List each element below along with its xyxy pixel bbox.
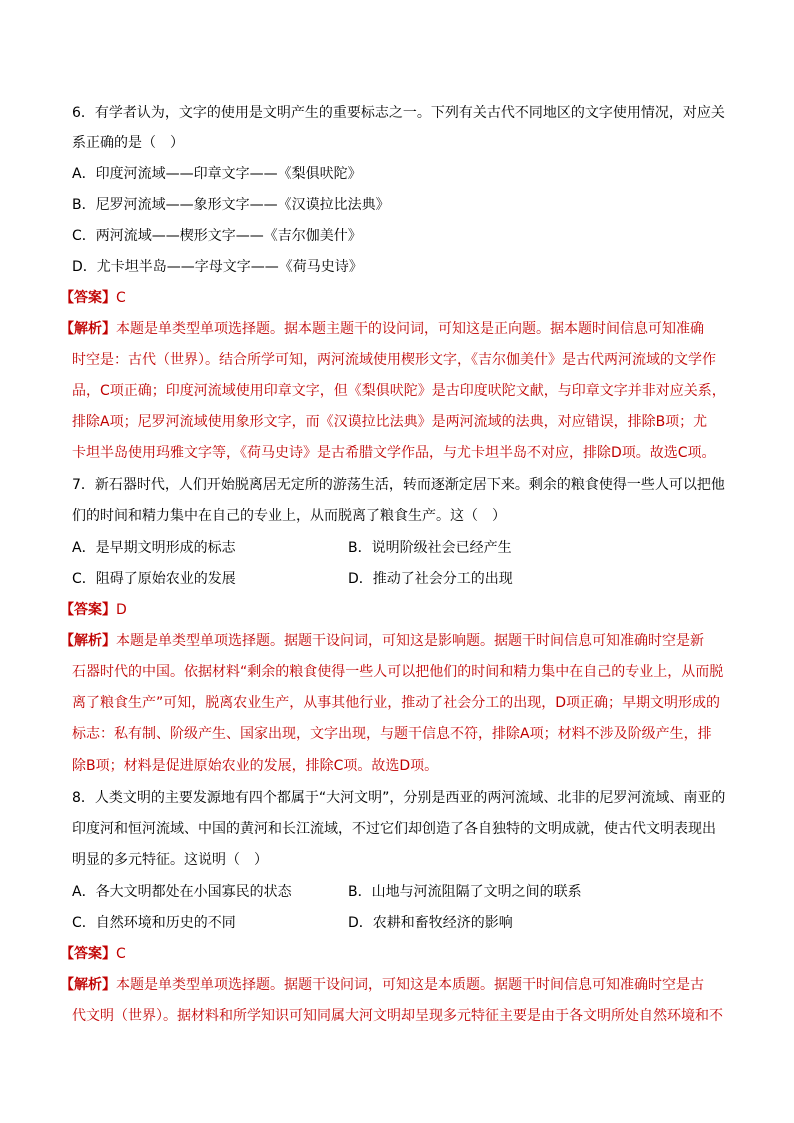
- analysis-text: 本题是单类型单项选择题。据题干设问词，可知这是本质题。据题干时间信息可知准确时空是古: [116, 977, 704, 993]
- q7-analysis-line-5: 除B项；材料是促进原始农业的发展，排除C项。故选D项。: [72, 758, 439, 774]
- answer-tag: 【答案】: [60, 602, 116, 618]
- analysis-tag: 【解析】: [60, 977, 116, 993]
- q7-stem-line-2: 们的时间和精力集中在自己的专业上，从而脱离了粮食生产。这（ ）: [72, 508, 506, 524]
- q6-stem-line-1: 6．有学者认为，文字的使用是文明产生的重要标志之一。下列有关古代不同地区的文字使用情况，对应关: [72, 105, 725, 121]
- q7-option-c: C．阻碍了原始农业的发展: [72, 571, 236, 587]
- answer-value: C: [116, 946, 126, 962]
- q7-stem-line-1: 7．新石器时代，人们开始脱离居无定所的游荡生活，转而逐渐定居下来。剩余的粮食使得一些人可以把他: [72, 477, 725, 493]
- q6-analysis-line-4: 排除A项；尼罗河流域使用象形文字，而《汉谟拉比法典》是两河流域的法典，对应错误，排除B项；尤: [72, 414, 708, 430]
- q8-option-row-2: [72, 914, 513, 932]
- q8-option-a: A．各大文明都处在小国寡民的状态: [72, 884, 292, 900]
- q7-option-b: B．说明阶级社会已经产生: [348, 540, 512, 556]
- q8-option-row-1: [72, 883, 582, 901]
- q6-analysis-line-2: 时空是：古代（世界）。结合所学可知，两河流域使用楔形文字，《吉尔伽美什》是古代两河流域的文学作: [72, 352, 716, 368]
- q6-option-a: A．印度河流域——印章文字——《梨俱吠陀》: [72, 166, 362, 182]
- q7-analysis-line-4: 标志：私有制、阶级产生、国家出现，文字出现，与题干信息不符，排除A项；材料不涉及阶级产生，排: [72, 726, 712, 742]
- q8-answer: [60, 945, 126, 963]
- q7-analysis-line-2: 石器时代的中国。依据材料“剩余的粮食使得一些人可以把他们的时间和精力集中在自己的专业上，从而脱: [72, 664, 724, 680]
- analysis-tag: 【解析】: [60, 633, 116, 649]
- q7-answer: [60, 601, 127, 619]
- q6-analysis-line-3: 品，C项正确；印度河流域使用印章文字，但《梨俱吠陀》是古印度吠陀文献，与印章文字并非对应关系，: [72, 383, 726, 399]
- q8-stem-line-1: 8．人类文明的主要发源地有四个都属于“大河文明”，分别是西亚的两河流域、北非的尼罗河流域、南亚的: [72, 790, 726, 806]
- q7-analysis-line-3: 离了粮食生产”可知，脱离农业生产，从事其他行业，推动了社会分工的出现，D项正确；早期文明形成的: [72, 695, 721, 711]
- q7-analysis-line-1: [60, 632, 704, 650]
- q6-option-d: D．尤卡坦半岛——字母文字——《荷马史诗》: [72, 259, 363, 275]
- analysis-tag: 【解析】: [60, 321, 116, 337]
- answer-value: C: [116, 290, 126, 306]
- answer-tag: 【答案】: [60, 946, 116, 962]
- q8-option-b: B．山地与河流阻隔了文明之间的联系: [348, 884, 582, 900]
- q7-option-row-1: [72, 539, 512, 557]
- q6-analysis-line-5: 卡坦半岛使用玛雅文字等，《荷马史诗》是古希腊文学作品，与尤卡坦半岛不对应，排除D项。故选C项。: [72, 445, 716, 461]
- q6-option-b: B．尼罗河流域——象形文字——《汉谟拉比法典》: [72, 197, 390, 213]
- q8-stem-line-3: 明显的多元特征。这说明（ ）: [72, 852, 268, 868]
- answer-tag: 【答案】: [60, 290, 116, 306]
- q7-option-d: D．推动了社会分工的出现: [348, 571, 513, 587]
- q8-analysis-line-2: 代文明（世界）。据材料和所学知识可知同属大河文明却呈现多元特征主要是由于各文明所处自然环境和不: [72, 1008, 723, 1024]
- q6-stem-line-2: 系正确的是（ ）: [72, 135, 184, 151]
- q8-option-d: D．农耕和畜牧经济的影响: [348, 915, 513, 931]
- q8-analysis-line-1: [60, 976, 704, 994]
- answer-value: D: [116, 602, 127, 618]
- q8-stem-line-2: 印度河和恒河流域、中国的黄河和长江流域，不过它们却创造了各自独特的文明成就，使古代文明表现出: [72, 821, 716, 837]
- q7-option-a: A．是早期文明形成的标志: [72, 540, 236, 556]
- q8-option-c: C．自然环境和历史的不同: [72, 915, 236, 931]
- analysis-text: 本题是单类型单项选择题。据本题主题干的设问词，可知这是正向题。据本题时间信息可知准确: [116, 321, 704, 337]
- analysis-text: 本题是单类型单项选择题。据题干设问词，可知这是影响题。据题干时间信息可知准确时空是新: [116, 633, 704, 649]
- q6-answer: [60, 289, 126, 307]
- q6-analysis-line-1: [60, 320, 704, 338]
- q6-option-c: C．两河流域——楔形文字——《吉尔伽美什》: [72, 228, 362, 244]
- q7-option-row-2: [72, 570, 513, 588]
